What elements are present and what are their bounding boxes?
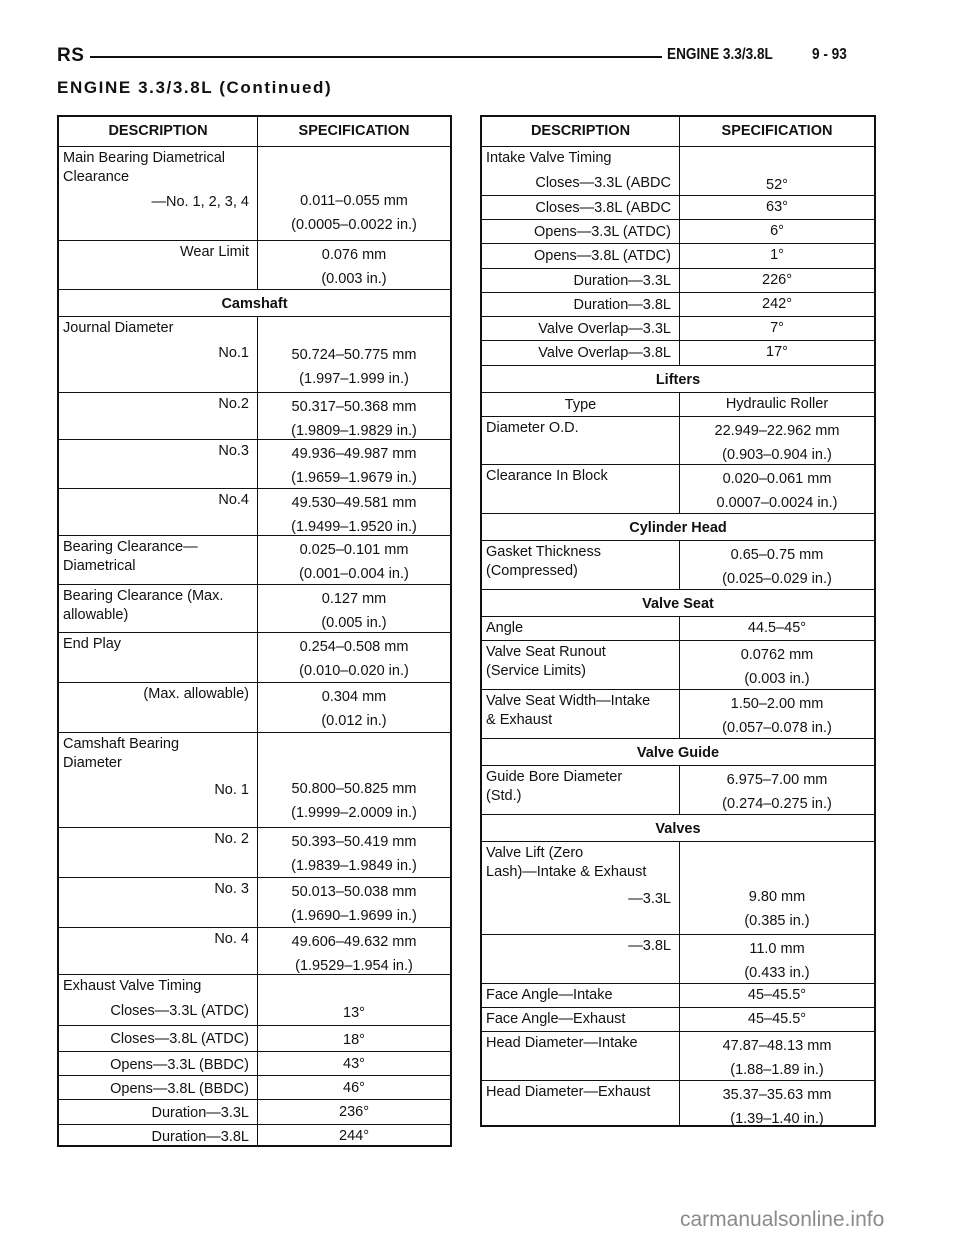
table-row: [59, 1051, 450, 1075]
section-label: Valve Guide: [636, 745, 720, 761]
table-row: [482, 464, 874, 513]
row-sublabel: Valve Overlap—3.8L: [538, 345, 671, 361]
row-sublabel: Duration—3.8L: [573, 297, 671, 313]
table-row: [59, 535, 450, 584]
spec-mm: 1.50–2.00 mm: [730, 696, 824, 712]
spec-in: (1.997–1.999 in.): [299, 371, 409, 387]
spec-value: 236°: [339, 1104, 369, 1120]
row-sublabel: No.3: [218, 443, 249, 459]
row-label: Clearance In Block: [486, 468, 608, 484]
table-row: [59, 1099, 450, 1124]
spec-in: (1.9690–1.9699 in.): [291, 908, 417, 924]
table-row: [482, 243, 874, 268]
table-row: [59, 488, 450, 535]
table-row: [482, 841, 874, 934]
header-section-title: ENGINE 3.3/3.8L: [667, 46, 773, 63]
spec-mm: 22.949–22.962 mm: [714, 423, 840, 439]
row-label: allowable): [63, 607, 129, 623]
spec-mm: 0.254–0.508 mm: [299, 639, 409, 655]
row-label: Guide Bore Diameter: [486, 769, 623, 785]
column-header-description: DESCRIPTION: [108, 123, 208, 139]
row-sublabel: No. 1: [214, 782, 249, 798]
table-row: [482, 1031, 874, 1080]
table-header-row: [59, 117, 450, 146]
row-label: Bearing Clearance (Max.: [63, 588, 224, 604]
row-label: Face Angle—Intake: [486, 987, 613, 1003]
row-sublabel: Valve Overlap—3.3L: [538, 321, 671, 337]
spec-mm: 47.87–48.13 mm: [722, 1038, 832, 1054]
spec-in: (1.9839–1.9849 in.): [291, 858, 417, 874]
table-row: [59, 392, 450, 439]
spec-mm: 0.0762 mm: [740, 647, 814, 663]
spec-mm: 50.317–50.368 mm: [291, 399, 417, 415]
spec-in: (0.010–0.020 in.): [299, 663, 409, 679]
spec-mm: 0.127 mm: [321, 591, 387, 607]
spec-in: (0.274–0.275 in.): [722, 796, 832, 812]
spec-value: 45–45.5°: [747, 987, 807, 1003]
table-row: [59, 1025, 450, 1051]
table-row: [59, 927, 450, 974]
spec-value: 7°: [770, 320, 784, 336]
spec-value: 1°: [770, 247, 784, 263]
spec-value: 18°: [343, 1032, 365, 1048]
table-row: [482, 1080, 874, 1127]
table-row: [59, 1075, 450, 1099]
spec-mm: 0.304 mm: [321, 689, 387, 705]
spec-in: 0.0007–0.0024 in.): [716, 495, 838, 511]
column-header-specification: SPECIFICATION: [679, 117, 874, 146]
spec-in: (0.005 in.): [321, 615, 387, 631]
table-row: [59, 1124, 450, 1147]
spec-in: (1.9809–1.9829 in.): [291, 423, 417, 439]
row-sublabel: No.1: [218, 345, 249, 361]
page-number: 9 - 93: [812, 46, 847, 63]
table-row: [59, 240, 450, 289]
table-row: [482, 616, 874, 640]
table-row: [482, 934, 874, 983]
spec-in: (0.903–0.904 in.): [722, 447, 832, 463]
section-title: ENGINE 3.3/3.8L (Continued): [57, 78, 333, 97]
section-row-camshaft: [59, 289, 450, 316]
row-label: Type: [564, 397, 597, 413]
spec-value: 52°: [766, 177, 788, 193]
row-label: Exhaust Valve Timing: [63, 978, 202, 994]
spec-mm: 49.936–49.987 mm: [291, 446, 417, 462]
spec-mm: 50.393–50.419 mm: [291, 834, 417, 850]
table-row: [482, 983, 874, 1007]
spec-mm: 11.0 mm: [749, 941, 805, 957]
spec-in: (1.39–1.40 in.): [730, 1111, 824, 1127]
table-row: [482, 392, 874, 416]
row-label: Camshaft Bearing: [63, 736, 180, 752]
spec-mm: 0.076 mm: [321, 247, 387, 263]
row-label: Diameter O.D.: [486, 420, 579, 436]
section-row-lifters: [482, 365, 874, 392]
row-label: Diametrical: [63, 558, 136, 574]
spec-in: (1.9659–1.9679 in.): [291, 470, 417, 486]
row-sublabel: Duration—3.8L: [151, 1129, 249, 1145]
spec-mm: 49.606–49.632 mm: [291, 934, 417, 950]
spec-in: (0.0005–0.0022 in.): [291, 217, 417, 233]
row-label: Lash)—Intake & Exhaust: [486, 864, 647, 880]
spec-value: 6°: [770, 223, 784, 239]
table-row: [59, 316, 450, 392]
table-header-row: [482, 117, 874, 146]
table-row: [59, 732, 450, 827]
spec-value: 244°: [339, 1128, 369, 1144]
row-label: Valve Seat Runout: [486, 644, 606, 660]
row-label: Wear Limit: [179, 244, 249, 260]
column-header-specification: SPECIFICATION: [257, 117, 450, 146]
table-row: [59, 146, 450, 240]
spec-value: 43°: [343, 1056, 365, 1072]
row-label: Face Angle—Exhaust: [486, 1011, 626, 1027]
spec-in: (1.88–1.89 in.): [730, 1062, 824, 1078]
row-label: End Play: [63, 636, 122, 652]
spec-in: (1.9529–1.954 in.): [295, 958, 413, 974]
row-label: Gasket Thickness: [486, 544, 601, 560]
row-sublabel: No. 3: [214, 881, 249, 897]
row-sublabel: No.4: [218, 492, 249, 508]
spec-mm: 0.025–0.101 mm: [299, 542, 409, 558]
table-row: [482, 640, 874, 689]
table-row: [482, 765, 874, 814]
table-row: [59, 877, 450, 927]
section-row-valves: [482, 814, 874, 841]
row-sublabel: Opens—3.8L (ATDC): [534, 248, 671, 264]
table-row: [482, 146, 874, 195]
table-row: [482, 316, 874, 340]
header-rule: [90, 56, 662, 58]
section-label: Lifters: [655, 372, 701, 388]
section-label: Cylinder Head: [629, 520, 727, 536]
spec-value: Hydraulic Roller: [725, 396, 829, 412]
spec-mm: 9.80 mm: [748, 889, 806, 905]
row-label: Valve Seat Width—Intake: [486, 693, 651, 709]
row-label: Head Diameter—Exhaust: [486, 1084, 651, 1100]
section-label: Camshaft: [221, 296, 288, 312]
spec-mm: 0.65–0.75 mm: [730, 547, 824, 563]
table-row: [59, 632, 450, 682]
spec-value: 13°: [343, 1005, 365, 1021]
table-row: [59, 584, 450, 632]
watermark: carmanualsonline.info: [680, 1208, 885, 1231]
spec-in: (0.385 in.): [744, 913, 810, 929]
spec-in: (0.433 in.): [744, 965, 810, 981]
spec-table-left: [57, 115, 452, 1147]
table-row: [482, 292, 874, 316]
row-label: (Compressed): [486, 563, 578, 579]
section-label: Valves: [655, 821, 701, 837]
table-row: [59, 827, 450, 877]
row-sublabel: Closes—3.8L (ATDC): [110, 1031, 249, 1047]
header-model-code: RS: [57, 45, 85, 66]
spec-mm: 50.800–50.825 mm: [291, 781, 417, 797]
table-row: [482, 540, 874, 589]
row-label: Valve Lift (Zero: [486, 845, 584, 861]
spec-in: (0.001–0.004 in.): [299, 566, 409, 582]
spec-value: 44.5–45°: [747, 620, 807, 636]
row-sublabel: No. 2: [214, 831, 249, 847]
row-sublabel: Closes—3.3L (ATDC): [110, 1003, 249, 1019]
section-label: Valve Seat: [642, 596, 714, 612]
table-row: [482, 195, 874, 219]
spec-mm: 0.011–0.055 mm: [300, 193, 408, 209]
spec-table-right: [480, 115, 876, 1127]
spec-mm: 35.37–35.63 mm: [722, 1087, 832, 1103]
table-row: [482, 268, 874, 292]
row-label: Bearing Clearance—: [63, 539, 198, 555]
spec-mm: 6.975–7.00 mm: [726, 772, 828, 788]
section-row-valve-guide: [482, 738, 874, 765]
table-row: [59, 682, 450, 732]
spec-value: 45–45.5°: [747, 1011, 807, 1027]
row-sublabel: Duration—3.3L: [573, 273, 671, 289]
spec-in: (0.025–0.029 in.): [722, 571, 832, 587]
table-row: [482, 340, 874, 365]
table-row: [482, 219, 874, 243]
spec-in: (1.9999–2.0009 in.): [291, 805, 417, 821]
row-label: Clearance: [63, 169, 130, 185]
spec-value: 226°: [762, 272, 792, 288]
row-label: (Std.): [486, 788, 522, 804]
spec-in: (0.003 in.): [744, 671, 810, 687]
row-label: Diameter: [63, 755, 122, 771]
spec-in: (0.012 in.): [321, 713, 387, 729]
row-sublabel: —3.3L: [628, 891, 671, 907]
spec-value: 46°: [343, 1080, 365, 1096]
spec-value: 242°: [762, 296, 792, 312]
row-label: Head Diameter—Intake: [486, 1035, 638, 1051]
row-sublabel: Closes—3.3L (ABDC: [535, 175, 671, 191]
row-label: (Service Limits): [486, 663, 586, 679]
spec-value: 17°: [766, 344, 788, 360]
row-sublabel: —No. 1, 2, 3, 4: [151, 194, 249, 210]
spec-value: 63°: [766, 199, 788, 215]
row-sublabel: Closes—3.8L (ABDC: [535, 200, 671, 216]
table-row: [482, 1007, 874, 1031]
row-label: Main Bearing Diametrical: [63, 150, 225, 166]
table-row: [482, 689, 874, 738]
spec-mm: 0.020–0.061 mm: [722, 471, 832, 487]
row-sublabel: —3.8L: [628, 938, 671, 954]
row-label: & Exhaust: [486, 712, 553, 728]
row-label: Angle: [486, 620, 524, 636]
row-label: Journal Diameter: [63, 320, 174, 336]
table-row: [59, 439, 450, 488]
spec-mm: 50.013–50.038 mm: [291, 884, 417, 900]
section-row-valve-seat: [482, 589, 874, 616]
spec-in: (0.003 in.): [321, 271, 387, 287]
section-row-cylinder-head: [482, 513, 874, 540]
spec-in: (1.9499–1.9520 in.): [291, 519, 417, 535]
row-sublabel: Opens—3.3L (ATDC): [534, 224, 671, 240]
row-sublabel: No.2: [218, 396, 249, 412]
spec-in: (0.057–0.078 in.): [722, 720, 832, 736]
table-row: [59, 974, 450, 1025]
row-sublabel: Opens—3.3L (BBDC): [110, 1057, 249, 1073]
row-sublabel: Opens—3.8L (BBDC): [110, 1081, 249, 1097]
row-sublabel: No. 4: [214, 931, 249, 947]
column-header-description: DESCRIPTION: [530, 123, 631, 139]
row-label: Intake Valve Timing: [486, 150, 612, 166]
table-row: [482, 416, 874, 464]
spec-mm: 49.530–49.581 mm: [291, 495, 417, 511]
row-sublabel: (Max. allowable): [143, 686, 249, 702]
spec-mm: 50.724–50.775 mm: [291, 347, 417, 363]
row-sublabel: Duration—3.3L: [151, 1105, 249, 1121]
